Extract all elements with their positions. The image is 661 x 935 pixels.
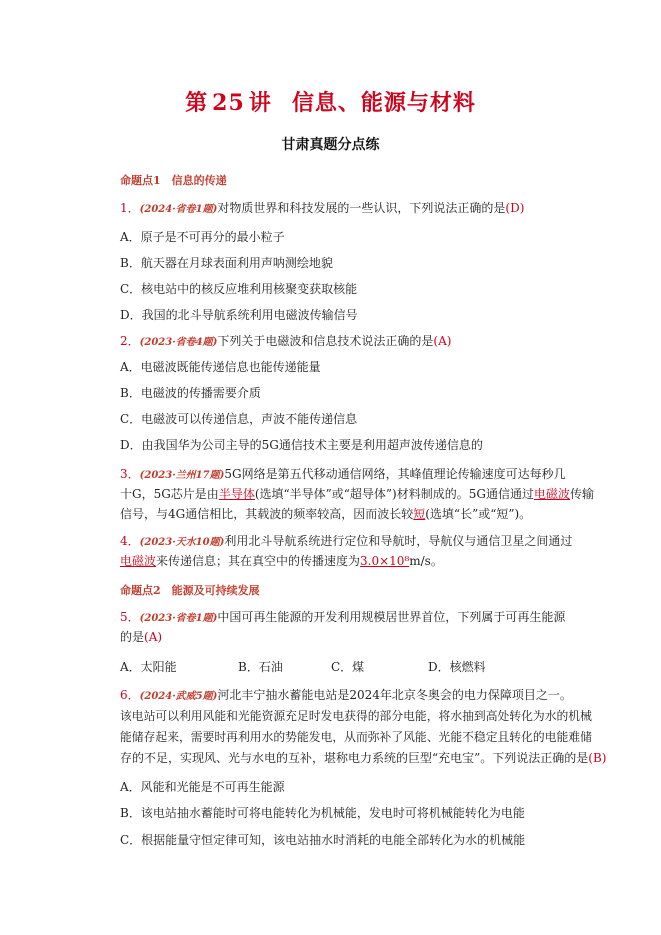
question-2-option-c: C．电磁波可以传递信息，声波不能传递信息	[120, 412, 358, 426]
page-title	[0, 86, 661, 117]
blank-answer: 短	[413, 507, 426, 521]
section-heading-1: 命题点1 信息的传递	[120, 174, 227, 187]
question-1-option-d: D．我国的北斗导航系统利用电磁波传输信号	[120, 308, 358, 322]
question-source: (2023·省卷1题)	[139, 613, 218, 624]
blank-answer: 电磁波	[533, 487, 570, 501]
question-6-line-1: 6．(2024·武威5题)河北丰宁抽水蓄能电站是2024年北京冬奥会的电力保障项目之一。	[120, 688, 572, 702]
question-1-option-b: B．航天器在月球表面利用声呐测绘地貌	[120, 256, 333, 270]
question-1-option-a: A．原子是不可再分的最小粒子	[120, 230, 285, 244]
question-2-option-d: D．由我国华为公司主导的5G通信技术主要是利用超声波传递信息的	[120, 438, 483, 452]
question-5-option-b: B．石油	[238, 660, 283, 674]
blank-answer: 半导体	[218, 487, 255, 501]
question-5-line-2: 的是(A)	[120, 630, 163, 644]
lecture-topic: 信息、能源与材料	[291, 90, 476, 116]
question-5-option-a: A．太阳能	[120, 660, 177, 674]
question-answer: (D)	[505, 201, 525, 215]
lecture-number: 25	[212, 90, 245, 116]
question-source: (2023·天水10题)	[139, 537, 225, 548]
question-6-option-b: B．该电站抽水蓄能时可将电能转化为机械能，发电时可将机械能转化为电能	[120, 806, 525, 820]
title-suffix: 讲	[248, 90, 272, 116]
blank-answer: 3.0×10⁸	[360, 554, 410, 568]
blank-answer: 电磁波	[120, 554, 157, 568]
question-2-option-b: B．电磁波的传播需要介质	[120, 386, 261, 400]
question-3-line-3: 信号，与4G通信相比，其载波的频率较高，因而波长较短(选填“长”或“短”)。	[120, 507, 532, 521]
question-source: (2024·武威5题)	[139, 691, 218, 702]
question-2-stem: 2．(2023·省卷4题)下列关于电磁波和信息技术说法正确的是(A)	[120, 334, 452, 348]
question-6-line-2: 该电站可以利用风能和光能资源充足时发电获得的部分电能，将水抽到高处转化为水的机械	[120, 709, 592, 723]
question-5-option-c: C．煤	[331, 660, 365, 674]
question-1-option-c: C．核电站中的核反应堆利用核聚变获取核能	[120, 282, 358, 296]
question-6-option-c: C．根据能量守恒定律可知，该电站抽水时消耗的电能全部转化为水的机械能	[120, 833, 526, 847]
question-source: (2023·省卷4题)	[139, 337, 218, 348]
question-answer: (A)	[433, 334, 452, 348]
question-5-line-1: 5．(2023·省卷1题)中国可再生能源的开发利用规模居世界首位，下列属于可再生能源	[120, 610, 566, 624]
question-source: (2024·省卷1题)	[139, 204, 218, 215]
question-4-line-2: 电磁波来传递信息；其在真空中的传播速度为3.0×10⁸m/s。	[120, 554, 443, 568]
question-source: (2023·兰州17题)	[139, 470, 225, 481]
question-6-line-4: 存的不足，实现风、光与水电的互补，堪称电力系统的巨型“充电宝”。下列说法正确的是(B)	[120, 751, 607, 765]
section-heading-2: 命题点2 能源及可持续发展	[120, 584, 260, 597]
question-answer: (A)	[144, 630, 163, 644]
question-5-option-d: D．核燃料	[428, 660, 486, 674]
question-3-line-1: 3．(2023·兰州17题)5G网络是第五代移动通信网络，其峰值理论传输速度可达每秒几	[120, 467, 566, 481]
question-6-line-3: 能储存起来，需要时再利用水的势能发电，从而弥补了风能、光能不稳定且转化的电能难储	[120, 730, 592, 744]
question-6-option-a: A．风能和光能是不可再生能源	[120, 780, 285, 794]
question-4-line-1: 4．(2023·天水10题)利用北斗导航系统进行定位和导航时，导航仪与通信卫星之间通过	[120, 534, 573, 548]
question-5-options	[120, 658, 486, 675]
question-1-stem: 1．(2024·省卷1题)对物质世界和科技发展的一些认识，下列说法正确的是(D)	[120, 201, 525, 215]
question-answer: (B)	[588, 751, 607, 765]
title-prefix: 第	[185, 90, 209, 116]
question-2-option-a: A．电磁波既能传递信息也能传递能量	[120, 360, 321, 374]
page-subtitle: 甘肃真题分点练	[281, 137, 380, 153]
question-3-line-2: 十G，5G芯片是由半导体(选填“半导体”或“超导体”)材料制成的。5G通信通过电磁波传输	[120, 487, 594, 501]
